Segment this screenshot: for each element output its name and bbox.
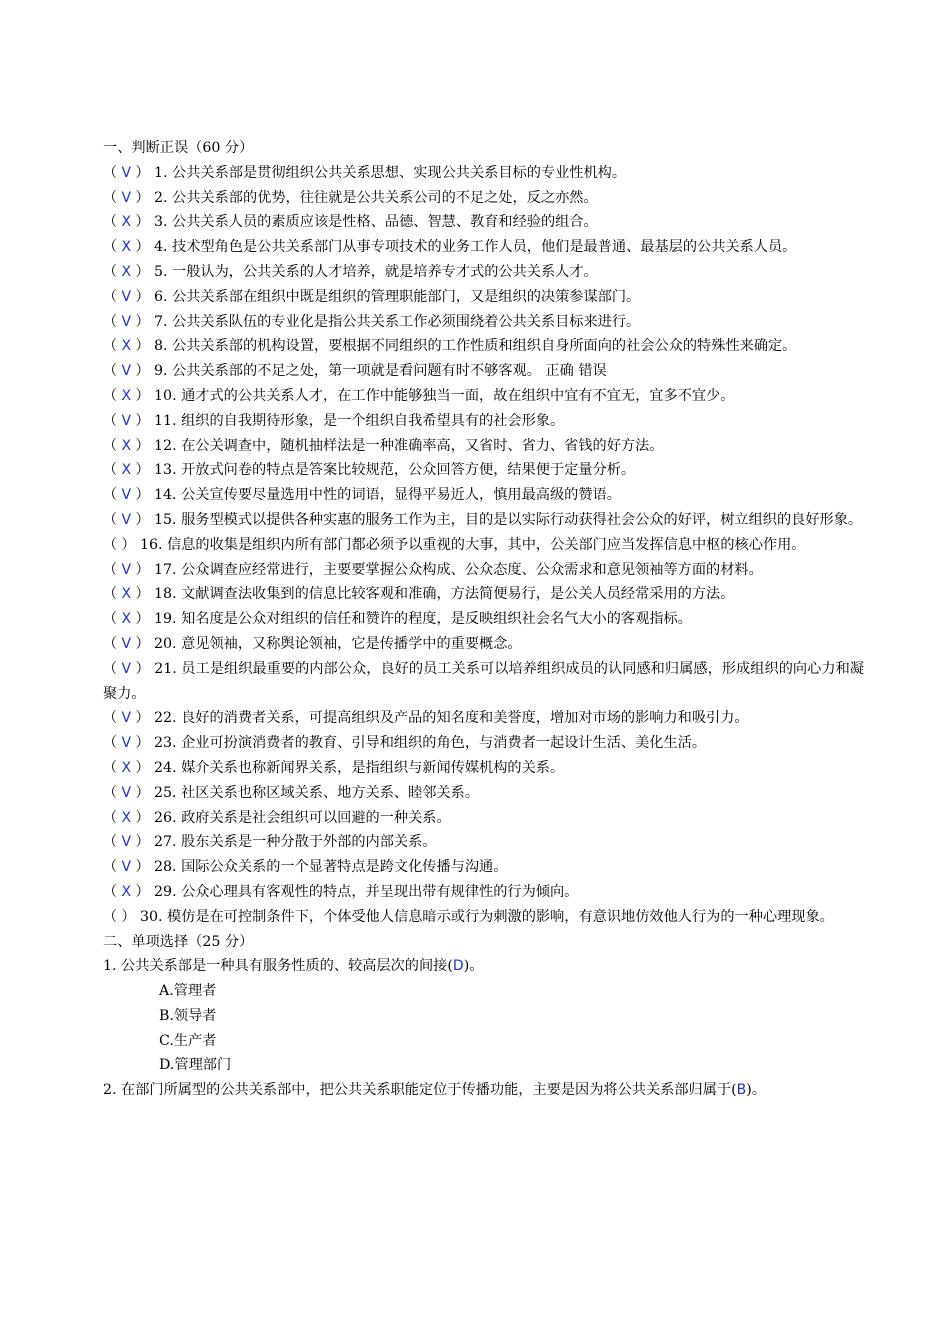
close-paren: ） [131, 586, 150, 603]
close-paren: ） [131, 462, 150, 479]
statement-text: 17. 公众调查应经常进行，主要要掌握公众构成、公众态度、公众需求和意见领袖等方面的材料。 [154, 561, 763, 578]
statement-text: 13. 开放式问卷的特点是答案比较规范，公众回答方便，结果便于定量分析。 [154, 462, 636, 479]
open-paren: （ [103, 363, 122, 380]
statement-text: 27. 股东关系是一种分散于外部的内部关系。 [154, 834, 437, 851]
close-paren: ） [131, 412, 150, 429]
option-c: C.生产者 [159, 1032, 217, 1049]
option-d: D.管理部门 [159, 1057, 232, 1074]
open-paren: （ [103, 387, 122, 404]
true-false-item [103, 657, 864, 707]
close-paren: ） [131, 511, 150, 528]
statement-text: 21. 员工是组织最重要的内部公众，良好的员工关系可以培养组织成员的认同感和归属感，形成组织的向心力和凝聚力。 [103, 660, 864, 702]
close-paren: ） [131, 809, 150, 826]
open-paren: （ [103, 834, 122, 851]
close-paren: ） [131, 387, 150, 404]
statement-text: 20. 意见领袖，又称舆论领袖，它是传播学中的重要概念。 [154, 635, 522, 652]
answer-mark: V [121, 561, 132, 578]
statement-text: 22. 良好的消费者关系，可提高组织及产品的知名度和美誉度，增加对市场的影响力和吸引力。 [154, 710, 749, 727]
open-paren: （ [103, 759, 122, 776]
answer-mark: X [121, 338, 132, 355]
true-false-item [103, 458, 864, 483]
true-false-item [103, 905, 864, 930]
open-paren: （ [103, 784, 122, 801]
true-false-item [103, 186, 864, 211]
answer-mark: X [121, 387, 132, 404]
answer-mark: V [121, 710, 132, 727]
answer-mark: V [121, 635, 132, 652]
answer-mark: D [452, 958, 464, 975]
statement-text: 26. 政府关系是社会组织可以回避的一种关系。 [154, 809, 451, 826]
statement-text: 29. 公众心理具有客观性的特点，并呈现出带有规律性的行为倾向。 [154, 883, 579, 900]
answer-mark: V [121, 189, 132, 206]
statement-text: 19. 知名度是公众对组织的信任和赞许的程度，是反映组织社会名气大小的客观指标。 [154, 611, 692, 628]
true-false-item [103, 210, 864, 235]
true-false-item [103, 235, 864, 260]
close-paren: ） [131, 883, 150, 900]
close-paren: ） [131, 735, 150, 752]
statement-text: 5. 一般认为，公共关系的人才培养，就是培养专才式的公共关系人才。 [154, 263, 598, 280]
true-false-item [103, 359, 864, 384]
statement-text: 7. 公共关系队伍的专业化是指公共关系工作必须围绕着公共关系目标来进行。 [154, 313, 641, 330]
close-paren: ） [131, 487, 150, 504]
open-paren: （ [103, 660, 122, 677]
true-false-item [103, 285, 864, 310]
true-false-item [103, 409, 864, 434]
true-false-item [103, 161, 864, 186]
statement-text: 6. 公共关系部在组织中既是组织的管理职能部门，又是组织的决策参谋部门。 [154, 288, 641, 305]
true-false-list [103, 161, 864, 930]
close-paren: ） [131, 338, 150, 355]
answer-mark: X [121, 759, 132, 776]
close-paren: ） [131, 239, 150, 256]
close-paren: ） [131, 288, 150, 305]
true-false-item [103, 434, 864, 459]
open-paren: （ [103, 809, 122, 826]
answer-mark: X [121, 586, 132, 603]
true-false-item [103, 607, 864, 632]
statement-text: 24. 媒介关系也称新闻界关系，是指组织与新闻传媒机构的关系。 [154, 759, 565, 776]
close-paren: ） [131, 164, 150, 181]
open-paren: （ [103, 462, 122, 479]
answer-mark: V [121, 487, 132, 504]
close-paren: ） [131, 784, 150, 801]
open-paren: （ [103, 586, 122, 603]
open-paren: （ [103, 263, 122, 280]
open-paren: （ [103, 511, 122, 528]
statement-text: 18. 文献调查法收集到的信息比较客观和准确，方法简便易行，是公关人员经常采用的方法。 [154, 586, 735, 603]
close-paren: ） [131, 611, 150, 628]
answer-mark: X [121, 809, 132, 826]
section-heading-single-choice: 二、单项选择（25 分） [103, 933, 254, 950]
choice-question-2 [103, 1078, 864, 1103]
close-paren: ） [131, 189, 150, 206]
close-paren: ） [131, 437, 150, 454]
open-paren: （ [103, 611, 122, 628]
true-false-item [103, 806, 864, 831]
open-paren: （ [103, 883, 122, 900]
close-paren: ） [131, 263, 150, 280]
open-paren: （ [103, 735, 122, 752]
close-paren: ） [131, 859, 150, 876]
statement-text: 30. 模仿是在可控制条件下，个体受他人信息暗示或行为刺激的影响，有意识地仿效他人行为的一种心理现象。 [139, 908, 834, 925]
question-text: 2. 在部门所属型的公共关系部中，把公共关系职能定位于传播功能，主要是因为将公共关系部归属于( [103, 1082, 737, 1099]
true-false-item [103, 310, 864, 335]
answer-mark: X [121, 239, 132, 256]
option-a: A.管理者 [159, 983, 217, 1000]
true-false-item [103, 756, 864, 781]
statement-text: 12. 在公关调查中，随机抽样法是一种准确率高，又省时、省力、省钱的好方法。 [154, 437, 664, 454]
answer-mark: X [121, 611, 132, 628]
statement-text: 15. 服务型模式以提供各种实惠的服务工作为主，目的是以实际行动获得社会公众的好评，树立组织的良好形象。 [154, 511, 863, 528]
true-false-item [103, 384, 864, 409]
statement-text: 1. 公共关系部是贯彻组织公共关系思想、实现公共关系目标的专业性机构。 [154, 164, 627, 181]
choice-question-1 [103, 954, 864, 979]
true-false-item [103, 731, 864, 756]
open-paren: （ [103, 635, 122, 652]
true-false-item [103, 582, 864, 607]
open-paren: （ [103, 412, 122, 429]
question-text-tail: )。 [463, 958, 484, 975]
close-paren: ） [131, 214, 150, 231]
statement-text: 10. 通才式的公共关系人才，在工作中能够独当一面，故在组织中宜有不宜无，宜多不宜少。 [154, 387, 735, 404]
true-false-item [103, 830, 864, 855]
answer-mark: X [121, 883, 132, 900]
true-false-item [103, 632, 864, 657]
close-paren: ） [131, 759, 150, 776]
true-false-item [103, 260, 864, 285]
statement-text: 2. 公共关系部的优势，往往就是公共关系公司的不足之处，反之亦然。 [154, 189, 598, 206]
close-paren: ） [131, 313, 150, 330]
answer-mark: V [121, 660, 132, 677]
answer-mark: V [121, 859, 132, 876]
statement-text: 3. 公共关系人员的素质应该是性格、品德、智慧、教育和经验的组合。 [154, 214, 598, 231]
answer-mark: V [121, 834, 132, 851]
answer-mark: V [121, 511, 132, 528]
statement-text: 25. 社区关系也称区域关系、地方关系、睦邻关系。 [154, 784, 480, 801]
statement-text: 4. 技术型角色是公共关系部门从事专项技术的业务工作人员，他们是最普通、最基层的公共关系人员。 [154, 239, 797, 256]
close-paren: ） [131, 363, 150, 380]
open-paren: （ [103, 214, 122, 231]
open-paren: （ [103, 487, 122, 504]
answer-mark: X [121, 437, 132, 454]
open-paren: （ [103, 561, 122, 578]
close-paren: ） [131, 834, 150, 851]
true-false-item [103, 533, 864, 558]
open-paren: （ [103, 437, 122, 454]
true-false-item [103, 880, 864, 905]
answer-mark: V [121, 288, 132, 305]
answer-mark: X [121, 263, 132, 280]
statement-text: 9. 公共关系部的不足之处，第一项就是看问题有时不够客观。 正确 错误 [154, 363, 607, 380]
close-paren: ） [131, 660, 150, 677]
statement-text: 8. 公共关系部的机构设置，要根据不同组织的工作性质和组织自身所面向的社会公众的特殊性来确定。 [154, 338, 797, 355]
close-paren: ） [121, 536, 136, 553]
close-paren: ） [131, 635, 150, 652]
close-paren: ） [131, 561, 150, 578]
statement-text: 16. 信息的收集是组织内所有部门都必须予以重视的大事，其中，公关部门应当发挥信息中枢的核心作用。 [139, 536, 806, 553]
question-text: 1. 公共关系部是一种具有服务性质的、较高层次的间接( [103, 958, 453, 975]
answer-mark: V [121, 313, 132, 330]
answer-mark: V [121, 164, 132, 181]
open-paren: （ [103, 288, 122, 305]
open-paren: （ [103, 189, 122, 206]
true-false-item [103, 706, 864, 731]
open-paren: （ [103, 859, 122, 876]
close-paren: ） [121, 908, 136, 925]
question-text-tail: )。 [746, 1082, 766, 1099]
true-false-item [103, 855, 864, 880]
open-paren: （ [103, 908, 122, 925]
answer-mark: V [121, 735, 132, 752]
true-false-item [103, 334, 864, 359]
open-paren: （ [103, 164, 122, 181]
answer-mark: X [121, 462, 132, 479]
answer-mark: B [736, 1082, 747, 1099]
open-paren: （ [103, 313, 122, 330]
option-b: B.领导者 [159, 1007, 217, 1024]
open-paren: （ [103, 710, 122, 727]
statement-text: 14. 公关宣传要尽量选用中性的词语，显得平易近人，慎用最高级的赞语。 [154, 487, 621, 504]
true-false-item [103, 508, 864, 533]
true-false-item [103, 781, 864, 806]
open-paren: （ [103, 338, 122, 355]
close-paren: ） [131, 710, 150, 727]
true-false-item [103, 483, 864, 508]
answer-mark: V [121, 363, 132, 380]
statement-text: 28. 国际公众关系的一个显著特点是跨文化传播与沟通。 [154, 859, 508, 876]
statement-text: 11. 组织的自我期待形象，是一个组织自我希望具有的社会形象。 [154, 412, 565, 429]
answer-mark: V [121, 412, 132, 429]
section-heading-true-false: 一、判断正误（60 分） [103, 140, 254, 156]
answer-mark: V [121, 784, 132, 801]
true-false-item [103, 558, 864, 583]
answer-mark: X [121, 214, 132, 231]
statement-text: 23. 企业可扮演消费者的教育、引导和组织的角色，与消费者一起设计生活、美化生活。 [154, 735, 707, 752]
open-paren: （ [103, 239, 122, 256]
open-paren: （ [103, 536, 122, 553]
